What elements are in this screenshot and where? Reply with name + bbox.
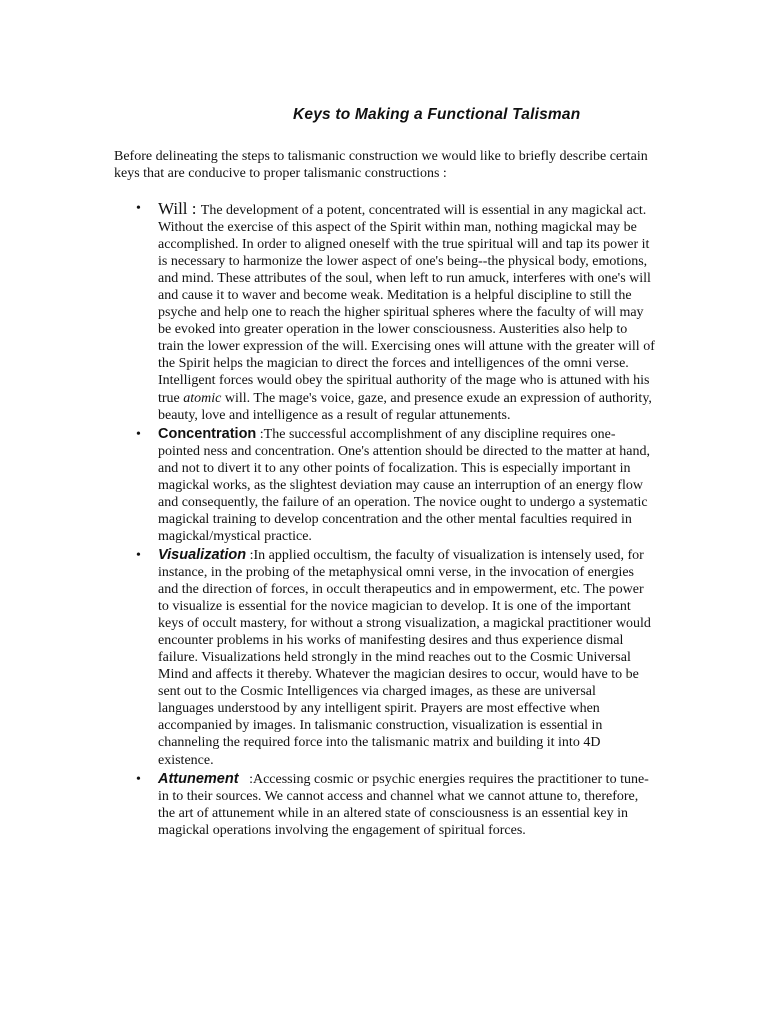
emphasis-atomic: atomic	[183, 390, 222, 406]
item-body-concentration: The successful accomplishment of any discipline requires one-pointed ness and concentration. One's attention should be directed to the matter at hand, and not to divert it to any other points of focalization. This is especially important in magickal works, as the slightest deviation may cause an interruption of an energy flow and consequently, the failure of an operation. The novice ought to undergo a systematic magickal training to develop concentration and the other mental faculties required in magickal/mystical practice.	[158, 426, 650, 544]
intro-paragraph: Before delineating the steps to talismanic construction we would like to briefly describe certain keys that are conducive to proper talismanic constructions :	[114, 149, 648, 181]
list-item-visualization	[136, 546, 655, 769]
item-body-visualization: In applied occultism, the faculty of visualization is intensely used, for instance, in the probing of the metaphysical omni verse, in the invocation of energies and the direction of forces, in occult therapeutics and in empowerment, etc. The power to visualize is essential for the novice magician to develop. It is one of the important keys of occult mastery, for without a strong visualization, a magickal practitioner would encounter problems in his works of manifesting desires and thus experience dismal failure. Visualizations held strongly in the mind reaches out to the Cosmic Universal Mind and affects it thereby. Whatever the magician desires to occur, would have to be sent out to the Cosmic Intelligences via charged images, as these are universal languages understood by any intelligent spirit. Prayers are most effective when accompanied by images. In talismanic construction, visualization is essential in channeling the required force into the talismanic matrix and building it into 4D existence.	[158, 547, 651, 768]
term-concentration: Concentration	[158, 425, 257, 442]
term-attunement: Attunement	[158, 770, 239, 787]
term-visualization: Visualization	[158, 546, 247, 563]
term-will: Will :	[158, 199, 201, 218]
item-separator: :	[256, 426, 264, 442]
bullet-icon: •	[136, 771, 141, 787]
item-separator: :	[246, 547, 254, 563]
bullet-icon: •	[136, 426, 141, 442]
list-item-will	[136, 199, 655, 424]
list-item-concentration	[136, 425, 655, 545]
item-body-attunement: Accessing cosmic or psychic energies requires the practitioner to tune-in to their sources. We cannot access and channel what we cannot attune to, therefore, the art of attunement while in an altered state of consciousness is an essential key in magickal operations involving the engagement of spiritual forces.	[158, 771, 649, 838]
item-separator: :	[238, 771, 253, 787]
keys-list	[136, 199, 655, 841]
list-item-attunement	[136, 770, 655, 839]
bullet-icon: •	[136, 201, 141, 216]
bullet-icon: •	[136, 547, 141, 563]
document-title: Keys to Making a Functional Talisman	[293, 106, 581, 123]
item-body-will: The development of a potent, concentrated will is essential in any magickal act. Without the exercise of this aspect of the Spirit within man, nothing magickal may be accomplished. In order to aligned oneself with the true spiritual will and tap its power it is necessary to harmonize the lower aspect of one's being--the physical body, emotions, and mind. These attributes of the soul, when left to run amuck, interferes with one's will and cause it to waver and become weak. Meditation is a helpful discipline to still the psyche and help one to reach the higher spiritual spheres where the faculty of will may be evoked into greater operation in the lower consciousness. Austerities also help to train the lower expression of the will. Exercising ones will attune with the greater will of the Spirit helps the magician to direct the forces and intelligences of the omni verse. Intelligent forces would obey the spiritual authority of the mage who is attuned with his true atomic will. The mage's voice, gaze, and presence exude an expression of authority, beauty, love and intelligence as a result of regular attunements.	[158, 203, 655, 423]
